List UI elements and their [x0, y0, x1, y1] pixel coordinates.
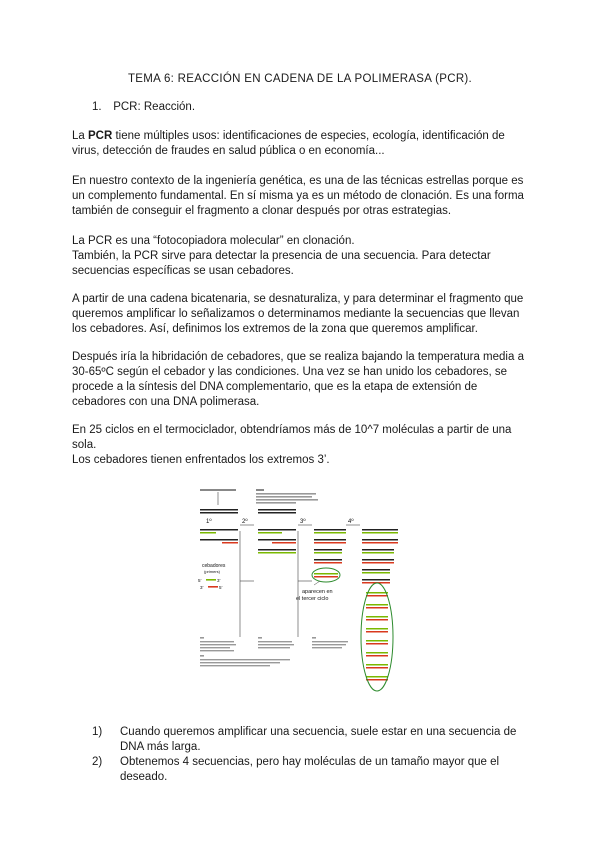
primers-sub-label: (primers)	[204, 569, 220, 574]
annotation-line-1: aparecen en	[302, 589, 333, 595]
column-2-strands	[258, 509, 296, 554]
pcr-cycles-figure	[196, 487, 404, 705]
column-4-strands	[362, 529, 398, 681]
cycle-label-3: 3º	[300, 519, 306, 525]
end-5-label-bottom: 5’	[219, 585, 223, 590]
document-title: TEMA 6: REACCIÓN EN CADENA DE LA POLIMERASA (PCR).	[127, 73, 473, 85]
paragraph-context: En nuestro contexto de la ingeniería genética, es una de las técnicas estrellas porque es un complemento fundamental. En sí misma ya es un método de clonación. Es una forma también de conseguir el fragmento a clonar después por otras estrategias.	[72, 175, 524, 217]
primers-legend	[198, 563, 226, 590]
paragraph-denaturation: A partir de una cadena bicatenaria, se desnaturaliza, y para determinar el fragmento que queremos amplificar lo señalizamos o determinamos mediante la secuencias que llevan los cebadores. Así, definimos los extremos de la zona que queremos amplificar.	[72, 293, 524, 335]
list-text: Cuando queremos amplificar una secuencia, suele estar en una secuencia de DNA más larga.	[120, 726, 517, 753]
list-marker: 1)	[92, 726, 103, 738]
list-text: Obtenemos 4 secuencias, pero hay moléculas de un tamaño mayor que el deseado.	[120, 756, 500, 783]
cycle-label-2: 2º	[242, 519, 248, 525]
annotation-line-2: el tercer ciclo	[296, 596, 329, 602]
paragraph-cycles: En 25 ciclos en el termociclador, obtendríamos más de 10^7 moléculas a partir de una sola.	[72, 424, 512, 451]
primers-label: cebadores	[202, 563, 226, 569]
p1-rest: tiene múltiples usos: identificaciones de especies, ecología, identificación de virus, detección de fraudes en salud pública o en economía...	[72, 130, 505, 157]
p3-line2: También, la PCR sirve para detectar la presencia de una secuencia. Para detectar secuencias específicas se usan cebadores.	[72, 250, 491, 277]
p1-prefix: La	[72, 130, 88, 142]
circle-third-cycle	[312, 568, 340, 582]
end-5-label-top: 5’	[198, 578, 202, 583]
cycle-label-1: 1º	[206, 519, 212, 525]
column-3-strands	[314, 529, 346, 578]
paragraph-primers: Los cebadores tienen enfrentados los extremos 3’.	[72, 454, 330, 466]
column-1-strands	[200, 509, 238, 544]
section-label: PCR: Reacción.	[113, 101, 196, 113]
p1-bold-pcr: PCR	[88, 130, 113, 142]
paragraph-uses	[72, 129, 532, 159]
p3-line1: La PCR es una “fotocopiadora molecular” en clonación.	[72, 235, 355, 247]
figure-tiny-text-header	[200, 489, 318, 504]
list-marker: 2)	[92, 756, 103, 768]
section-heading	[92, 101, 195, 113]
list-item	[92, 755, 532, 785]
flow-lines	[218, 492, 360, 637]
cycle-label-4: 4º	[348, 519, 354, 525]
circle-fourth-cycle	[361, 583, 393, 691]
paragraph-hybridization: Después iría la hibridación de cebadores, que se realiza bajando la temperatura media a 30-65ºC según el cebador y las condiciones. Una vez se han unido los cebadores, se procede a la síntesis del DNA complementario, que es la etapa de extensión de cebadores con una DNA polimerasa.	[72, 351, 524, 408]
section-number: 1.	[92, 101, 102, 113]
end-3-label-bottom: 3’	[200, 585, 204, 590]
paragraph-photocopier	[72, 234, 532, 279]
annotation-arrow	[314, 581, 320, 585]
list-item	[92, 725, 532, 755]
end-3-label-top: 3’	[217, 578, 221, 583]
numbered-list	[92, 725, 532, 785]
figure-tiny-text-footer	[200, 637, 348, 666]
